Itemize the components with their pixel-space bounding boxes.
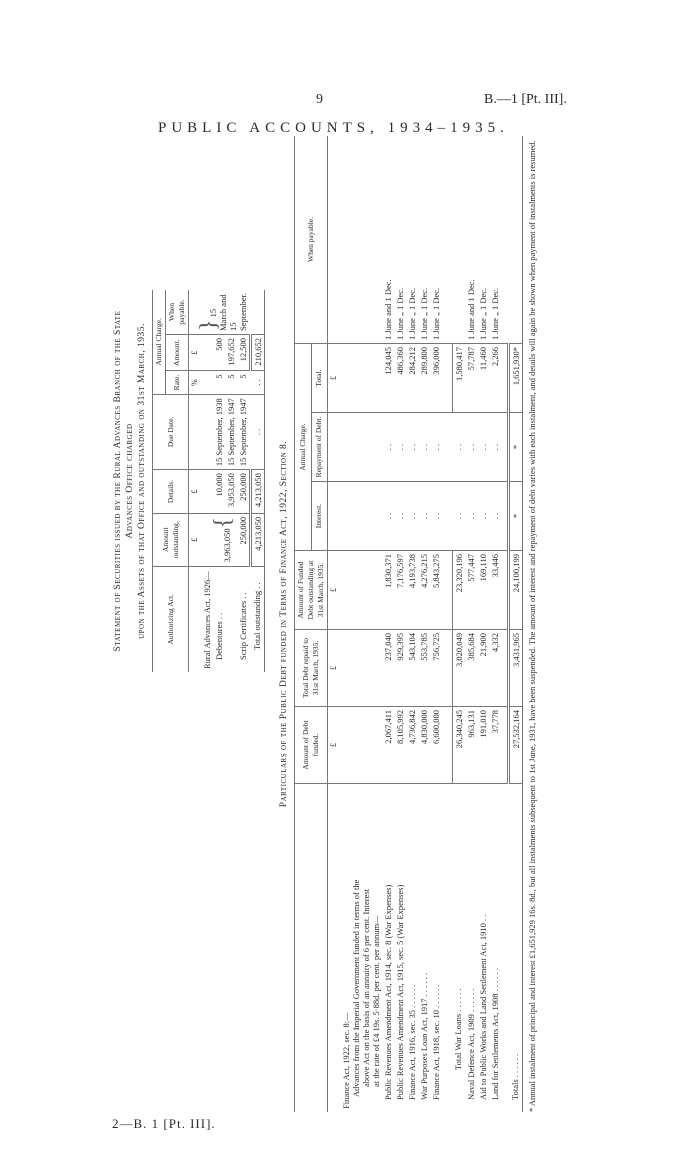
repaid-value: 543,104: [406, 630, 418, 707]
statement-caption-line1: Statement of Securities issued by the Rural Advances Branch of the State Advances Office charged: [113, 310, 135, 652]
table-row: [489, 136, 501, 1112]
repayment-value: . .: [394, 413, 406, 482]
totals-total: 1,651,930*: [509, 344, 523, 413]
interest-value: . .: [418, 482, 430, 551]
repaid-value: 4,332: [489, 630, 501, 707]
amount-value: 12,500: [237, 335, 251, 371]
table-row: [418, 136, 430, 1112]
outstanding-value: 4,276,215: [418, 551, 430, 630]
intro-line: at the rate of £4 19s. 5·88d. per cent. per annum—: [371, 915, 381, 1087]
table-row: [237, 290, 251, 672]
totals-repaid: 3,431,965: [509, 630, 523, 707]
when-payable-value: 1 June „ 1 Dec.: [489, 136, 501, 344]
funded-value: 6,600,000: [430, 707, 442, 784]
unit-pound: £: [189, 513, 202, 566]
when-payable-value: 1 June and 1 Dec.: [382, 136, 394, 344]
page-footer-reference: 2—B. 1 [Pt. III].: [112, 1116, 216, 1131]
rate-value: 5: [237, 371, 251, 394]
securities-table: Authorizing Act. Amount outstanding. Details. Due Date. Annual Charge. Rate. Amount. When payable. £ £ % £ Rural Advances Act, 1926— } 15 March and 15 September. Debentures . . 3,963,050{ 10,000 15 September, 1938 5 500 3,953,050 15 September, 1947 5 197,652 Scrip Certificates . . 250,000 250,000 15 September, 1947 5 12,500 Total outstanding . . 4,213,050 4,213,050 . . . . 210,652: [152, 290, 265, 672]
outstanding-value: 5,843,275: [430, 551, 442, 630]
repayment-value: . .: [477, 413, 489, 482]
outstanding-value: 33,446: [489, 551, 501, 630]
table-row: [394, 136, 406, 1112]
due-date: 15 September, 1938: [213, 394, 225, 469]
interest-value: . .: [394, 482, 406, 551]
leader-dots: . .: [214, 612, 224, 620]
col-amount-outstanding: Amount outstanding.: [153, 513, 189, 566]
totals-interest: *: [509, 482, 523, 551]
due-date: 15 September, 1947: [237, 394, 251, 469]
col-annual-charge: Annual Charge.: [153, 290, 166, 394]
col-details: Details.: [153, 470, 189, 514]
particulars-caption: Particulars of the Public Debt funded in Terms of Finance Act, 1922, Section 8.: [279, 440, 289, 808]
statement-caption: [112, 290, 148, 672]
details-value: 3,953,050: [225, 470, 237, 514]
repayment-value: . .: [489, 413, 501, 482]
rate-value: 5: [225, 371, 237, 394]
totals-outstanding: 24,100,199: [509, 551, 523, 630]
col-when-payable: When payable.: [166, 290, 189, 335]
intro-line: Finance Act, 1922, sec. 8:—: [341, 1012, 351, 1109]
due-date: 15 September, 1947: [225, 394, 237, 469]
securities-statement: [112, 290, 284, 672]
intro-line: above Act on the basis of an annuity of 6 per cent. Interest: [361, 888, 371, 1087]
document-reference: B.—1 [Pt. III].: [484, 92, 567, 107]
interest-value: . .: [489, 482, 501, 551]
repaid-value: 929,395: [394, 630, 406, 707]
page-title: PUBLIC ACCOUNTS, 1934–1935.: [158, 120, 509, 136]
when-payable-value: 1 June „ 1 Dec.: [418, 136, 430, 344]
col-repayment: Repayment of Debt.: [311, 413, 328, 482]
leader-dots: . .: [452, 482, 465, 551]
details-value: 10,000: [213, 470, 225, 514]
outstanding-value: 577,447: [465, 551, 477, 630]
table-row: [225, 290, 237, 672]
funded-value: 37,778: [489, 707, 501, 784]
totals-label: Totals . . . . . .: [509, 1053, 520, 1100]
funded-value: 8,105,992: [394, 707, 406, 784]
col-amount: Amount.: [166, 335, 189, 371]
total-value: 284,212: [406, 344, 418, 413]
when-payable-value: 1 June „ 1 Dec.: [430, 136, 442, 344]
row-label: Total War Loans . . . . . .: [453, 988, 463, 1070]
repayment-value: . .: [430, 413, 442, 482]
repaid-value: 3,020,049: [452, 630, 465, 707]
outstanding-value: 1,830,371: [382, 551, 394, 630]
table-row: [477, 136, 489, 1112]
total-value: 2,266: [489, 344, 501, 413]
outstanding-value: 23,320,196: [452, 551, 465, 630]
row-label: Debentures: [214, 621, 224, 660]
table-row: [430, 136, 442, 1112]
unit-pound: £: [328, 551, 341, 630]
unit-pound: £: [328, 707, 341, 784]
row-label: [225, 566, 237, 672]
rate-value: 5: [213, 371, 225, 394]
row-label: Naval Defence Act, 1909 . . . . . .: [465, 988, 476, 1100]
repaid-value: 21,900: [477, 630, 489, 707]
intro-line: Advances from the Imperial Government funded in terms of the: [351, 879, 361, 1097]
unit-pound: £: [328, 630, 341, 707]
repayment-value: . .: [406, 413, 418, 482]
statement-caption-line2: upon the Assets of that Office and outstanding on 31st March, 1935.: [137, 323, 147, 639]
total-value: 486,360: [394, 344, 406, 413]
leader-dots: . .: [251, 371, 265, 394]
interest-value: . .: [477, 482, 489, 551]
row-label: War Purposes Loan Act, 1917 . . . . . .: [419, 972, 429, 1100]
col-total: Total.: [311, 344, 328, 413]
outstanding-value: 4,193,738: [406, 551, 418, 630]
total-value: 289,800: [418, 344, 430, 413]
row-label: Land for Settlements Act, 1908 . . . . . .: [489, 968, 500, 1100]
col-debt-outstanding: Amount of Funded Debt outstanding at 31st March, 1935.: [295, 551, 328, 630]
unit-pound: £: [189, 470, 202, 514]
col-interest: Interest.: [311, 482, 328, 551]
funded-value: 2,067,411: [382, 707, 394, 784]
row-label: Finance Act, 1916, sec. 35 . . . . . .: [407, 984, 417, 1100]
total-row: [251, 290, 265, 672]
details-value: 250,000: [237, 470, 251, 514]
amount-value: 197,652: [225, 335, 237, 371]
public-debt-particulars: [278, 136, 582, 1112]
section-label: Rural Advances Act, 1926—: [202, 571, 212, 669]
repaid-value: 553,785: [418, 630, 430, 707]
totals-funded: 27,532,164: [509, 707, 523, 784]
table-row: [382, 136, 394, 1112]
amount-outstanding-value: 250,000: [237, 513, 251, 566]
amount-value: 500: [213, 335, 225, 371]
leader-dots: . .: [452, 413, 465, 482]
repayment-value: . .: [382, 413, 394, 482]
total-outstanding: 4,213,050: [251, 513, 265, 566]
funded-value: 4,830,000: [418, 707, 430, 784]
table-row: [406, 136, 418, 1112]
interest-value: . .: [382, 482, 394, 551]
leader-dots: . .: [251, 582, 262, 589]
leader-dots: . .: [238, 592, 248, 599]
war-loans-total-row: [452, 136, 465, 1112]
row-label: Aid to Public Works and Land Settlement Act, 1910 . .: [477, 914, 488, 1100]
outstanding-value: 169,110: [477, 551, 489, 630]
table-row: Debentures . . 3,963,050{ 10,000 15 September, 1938 5 500: [213, 290, 225, 672]
col-when-payable: When payable.: [295, 136, 328, 344]
total-label: Total outstanding: [251, 590, 262, 650]
repaid-value: 756,725: [430, 630, 442, 707]
when-payable-value: 1 June „ 1 Dec.: [406, 136, 418, 344]
row-label: Scrip Certificates: [238, 600, 248, 660]
funded-value: 963,131: [465, 707, 477, 784]
leader-dots: . .: [251, 394, 265, 469]
outstanding-value: 7,176,597: [394, 551, 406, 630]
when-payable-value: 1 June „ 1 Dec.: [477, 136, 489, 344]
col-debt-repaid: Total Debt repaid to 31st March, 1935.: [295, 630, 328, 707]
interest-value: . .: [465, 482, 477, 551]
funded-value: 4,736,842: [406, 707, 418, 784]
repayment-value: . .: [418, 413, 430, 482]
total-value: 11,460: [477, 344, 489, 413]
page-number: 9: [316, 92, 323, 107]
row-label: Finance Act, 1918, sec. 10 . . . . . .: [431, 984, 441, 1100]
interest-value: . .: [430, 482, 442, 551]
total-value: 57,787: [465, 344, 477, 413]
particulars-table: [294, 136, 523, 1112]
repaid-value: 237,040: [382, 630, 394, 707]
col-due-date: Due Date.: [153, 394, 189, 469]
totals-row: [509, 136, 523, 1112]
unit-pound: £: [328, 344, 341, 413]
total-value: 1,580,417: [452, 344, 465, 413]
totals-repayment: *: [509, 413, 523, 482]
total-value: 396,000: [430, 344, 442, 413]
repaid-value: 385,684: [465, 630, 477, 707]
table-row: [465, 136, 477, 1112]
footnote: * Annual instalment of principal and interest £1,651,929 16s. 8d., but all instalments subsequent to 1st June, 1931, have been suspended. The amount of interest and repayment of debt varies with each instalment, and details will again be shown when payment of instalments is resumed.: [527, 140, 537, 1112]
col-annual-charge: Annual Charge.: [295, 344, 312, 551]
total-amount: 210,652: [251, 335, 265, 371]
col-authorizing-act: Authorizing Act.: [165, 594, 175, 645]
row-label: Public Revenues Amendment Act, 1914, sec. 8 (War Expenses): [383, 884, 393, 1100]
repayment-value: . .: [465, 413, 477, 482]
when-payable-value: 15 March and 15 September.: [207, 292, 248, 331]
unit-pound: £: [189, 335, 202, 371]
unit-percent: %: [189, 371, 202, 394]
col-rate: Rate.: [166, 371, 189, 394]
when-payable-value: 1 June and 1 Dec.: [465, 136, 477, 344]
funded-value: 26,340,245: [452, 707, 465, 784]
col-debt-funded: Amount of Debt funded.: [295, 707, 328, 784]
total-details: 4,213,050: [251, 470, 265, 514]
debentures-outstanding: 3,963,050: [222, 528, 232, 563]
when-payable-value: 1 June „ 1 Dec.: [394, 136, 406, 344]
interest-value: . .: [406, 482, 418, 551]
funded-value: 191,010: [477, 707, 489, 784]
total-value: 124,045: [382, 344, 394, 413]
row-label: Public Revenues Amendment Act, 1915, sec. 5 (War Expenses): [395, 884, 405, 1100]
